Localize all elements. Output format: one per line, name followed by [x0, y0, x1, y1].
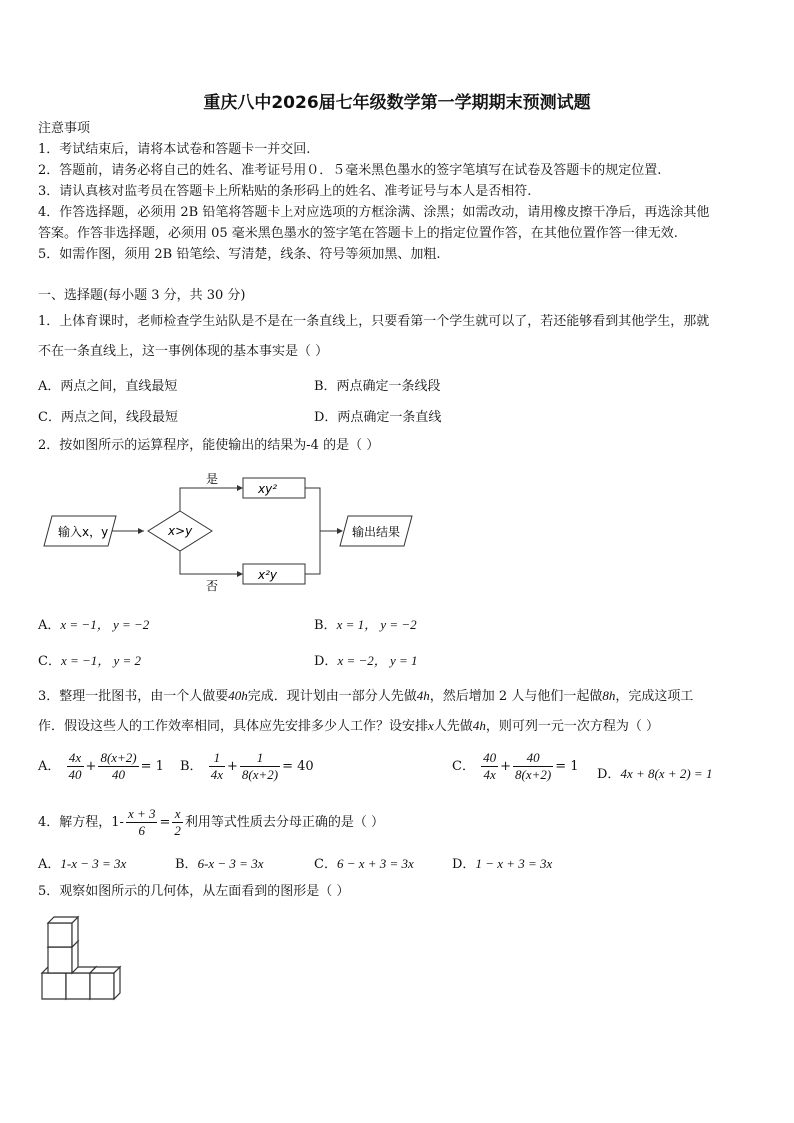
rhs: = 1 — [555, 759, 579, 774]
numerator: x + 3 — [127, 806, 156, 821]
denominator: 6 — [138, 823, 145, 838]
q4-stem — [38, 806, 384, 839]
option-label: A． — [38, 618, 61, 633]
option-label: C． — [314, 857, 337, 872]
option-label: D． — [452, 857, 476, 872]
option-value: x = −1， y = 2 — [60, 653, 142, 668]
option-label: A． — [38, 759, 61, 774]
q3-option-a: A． $\frac{4x}{40}$ + $\frac{8(x+2)}{40}$ = 1 — [38, 750, 164, 782]
numerator: 40 — [513, 750, 553, 767]
cube-face — [66, 973, 90, 999]
numerator: x — [172, 806, 183, 823]
q1-option-b: B．两点确定一条线段 — [314, 379, 441, 394]
q1-option-a: A．两点之间，直线最短 — [38, 379, 178, 394]
q4-option-d — [452, 853, 552, 872]
math: 40h — [228, 688, 248, 703]
denominator: 8(x+2) — [515, 767, 552, 782]
q2-stem: 2．按如图所示的运算程序，能使输出的结果为-4 的是（ ） — [38, 438, 380, 453]
option-value: x = −1， y = −2 — [60, 617, 150, 632]
rhs: = 40 — [282, 759, 314, 774]
q2-option-a — [38, 614, 149, 633]
q5-stem: 5．观察如图所示的几何体，从左面看到的图形是（ ） — [38, 884, 350, 899]
q1-stem-line2: 不在一条直线上，这一事例体现的基本事实是（ ） — [38, 344, 329, 359]
notice-item: 5．如需作图，须用 2B 铅笔绘、写清楚，线条、符号等须加黑、加粗. — [38, 247, 441, 262]
denominator: 2 — [174, 823, 181, 838]
output-label: 输出结果 — [352, 525, 401, 539]
text: ，则可列一元一次方程为（ ） — [485, 719, 659, 734]
equals: = — [159, 815, 171, 830]
text: 利用等式性质去分母正确的是（ ） — [184, 815, 385, 830]
notice-item: 2．答题前，请务必将自己的姓名、准考证号用０．５毫米黑色墨水的签字笔填写在试卷及答题卡的规定位置. — [38, 163, 662, 178]
option-label: B． — [175, 857, 198, 872]
q2-option-d — [314, 650, 418, 669]
fraction — [67, 750, 84, 783]
yes-expr: xy² — [258, 482, 278, 496]
q1-stem-line1: 1．上体育课时，老师检查学生站队是不是在一条直线上，只要看第一个学生就可以了，若还能够看到其他学生，那就 — [38, 314, 710, 329]
fraction — [172, 806, 183, 839]
cube-face — [48, 947, 72, 973]
math: 4h — [416, 688, 430, 703]
option-value: 1 − x + 3 = 3x — [475, 856, 553, 871]
q3-option-c: C． $\frac{40}{4x}$ + $\frac{40}{8(x+2)}$ = 1 — [452, 750, 579, 782]
q3-option-d — [597, 763, 712, 782]
numerator: 1 — [240, 750, 280, 767]
math: 4h — [472, 718, 486, 733]
notice-item: 4．作答选择题，必须用 2B 铅笔将答题卡上对应选项的方框涂满、涂黑；如需改动，请用橡皮擦干净后，再选涂其他 — [38, 205, 710, 220]
notice-item: 3．请认真核对监考员在答题卡上所粘贴的条形码上的姓名、准考证号与本人是否相符. — [38, 184, 532, 199]
text: ，完成这项工 — [615, 689, 694, 704]
denominator: 8(x+2) — [241, 767, 279, 782]
page-title: 重庆八中2026届七年级数学第一学期期末预测试题 — [203, 93, 591, 113]
text: 作．假设这些人的工作效率相同，具体应先安排多少人工作？设安排 — [38, 719, 429, 734]
denominator: 4x — [210, 767, 223, 782]
math: 8h — [602, 688, 616, 703]
option-value: 6 − x + 3 = 3x — [336, 856, 414, 871]
no-expr: x²y — [258, 568, 278, 582]
q1-option-c: C．两点之间，线段最短 — [38, 410, 178, 425]
notice-item: 答案。作答非选择题，必须用 05 毫米黑色墨水的签字笔在答题卡上的指定位置作答，在其他位置作答一律无效. — [38, 226, 678, 241]
notice-heading: 注意事项 — [38, 121, 91, 136]
denominator: 40 — [68, 767, 82, 782]
option-label: B． — [314, 618, 337, 633]
condition-label: x>y — [168, 524, 193, 538]
text: 4．解方程，1- — [38, 815, 124, 830]
fraction — [240, 750, 280, 783]
option-value: 1-x − 3 = 3x — [60, 856, 127, 871]
fraction — [126, 806, 158, 839]
option-value: x = 1， y = −2 — [336, 617, 417, 632]
option-label: C． — [38, 654, 61, 669]
q2-option-b — [314, 614, 417, 633]
text: ，然后增加 2 人与他们一起做 — [429, 689, 603, 704]
denominator: 4x — [483, 767, 496, 782]
input-label: 输入x，y — [58, 525, 109, 539]
section-heading: 一、选择题(每小题 3 分，共 30 分) — [38, 288, 246, 303]
flowchart-output — [40, 466, 420, 596]
q4-option-b — [175, 853, 263, 872]
text: 人先做 — [433, 719, 473, 734]
cube-face — [42, 973, 66, 999]
option-value: 6-x − 3 = 3x — [197, 856, 264, 871]
notice-item: 1．考试结束后，请将本试卷和答题卡一并交回. — [38, 142, 311, 157]
rhs: = 1 — [140, 759, 164, 774]
q3-stem-line1 — [38, 687, 693, 706]
option-label: B． — [180, 759, 203, 774]
numerator: 1 — [209, 750, 225, 767]
text: 3．整理一批图书，由一个人做要 — [38, 689, 229, 704]
cube-face — [90, 973, 114, 999]
denominator: 40 — [112, 767, 126, 782]
option-label: A． — [38, 857, 61, 872]
option-label: D． — [597, 767, 621, 782]
q3-option-b: B． $\frac{1}{4x}$ + $\frac{1}{8(x+2)}$ = 40 — [180, 750, 314, 782]
q4-option-a — [38, 853, 126, 872]
q4-option-c — [314, 853, 414, 872]
cube-solid-figure — [36, 915, 136, 1005]
q1-option-d: D．两点确定一条直线 — [314, 410, 442, 425]
cube-face — [48, 917, 78, 923]
text: 完成．现计划由一部分人先做 — [247, 689, 417, 704]
math: x — [428, 718, 434, 733]
yes-label: 是 — [206, 472, 219, 486]
numerator: 8(x+2) — [100, 750, 137, 765]
q3-stem-line2 — [38, 717, 659, 736]
fraction — [98, 750, 138, 783]
numerator: 40 — [483, 750, 497, 765]
option-label: D． — [314, 654, 338, 669]
numerator: 4x — [67, 750, 84, 767]
option-value: 4x + 8(x + 2) = 1 — [620, 766, 713, 781]
fraction — [209, 750, 225, 783]
q2-option-c — [38, 650, 141, 669]
fraction — [481, 750, 498, 783]
option-label: C． — [452, 759, 475, 774]
cube-face — [114, 967, 120, 999]
option-value: x = −2， y = 1 — [337, 653, 418, 668]
fraction — [513, 750, 553, 783]
cube-face — [48, 923, 72, 947]
no-label: 否 — [206, 579, 219, 593]
